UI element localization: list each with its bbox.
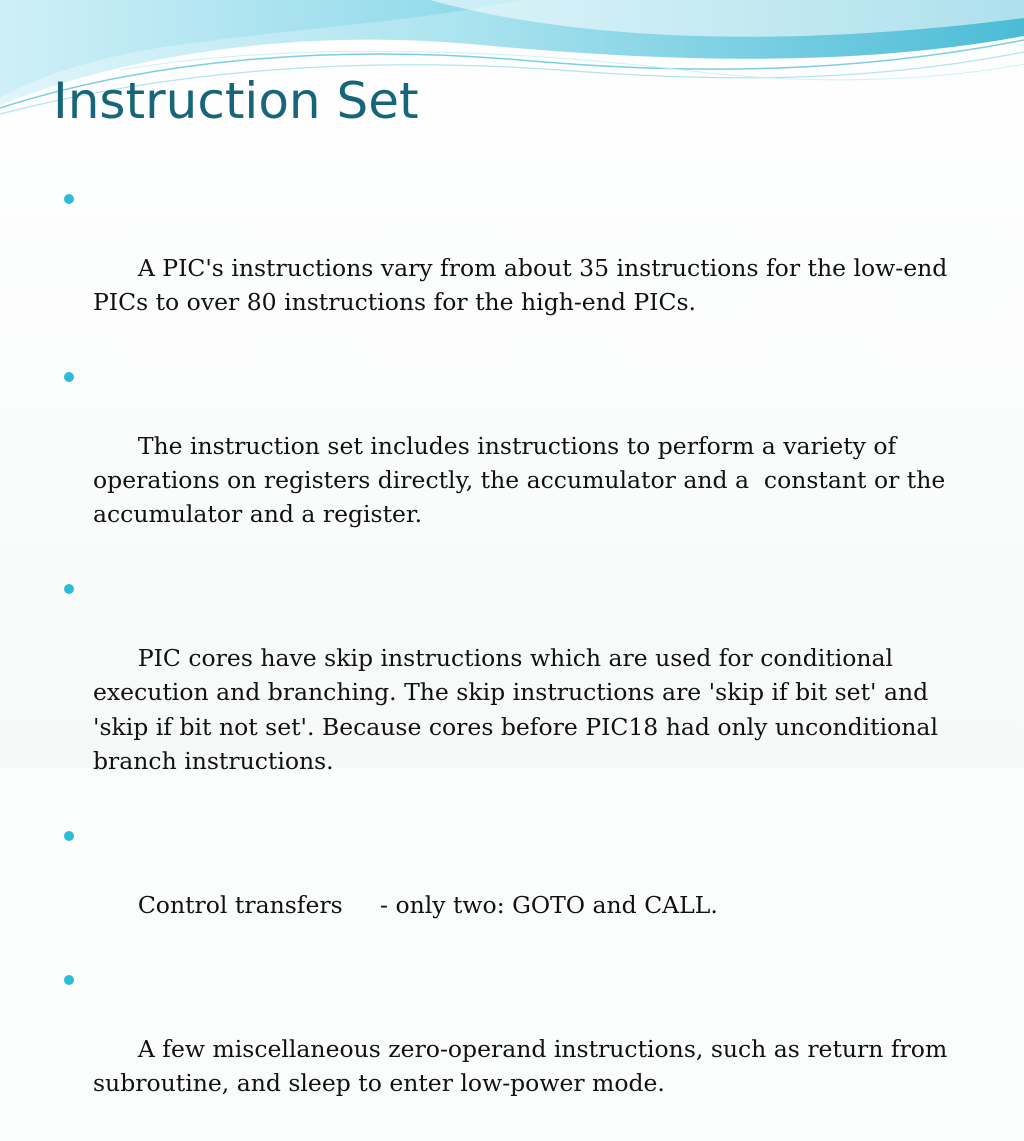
bullet-item [64,963,964,1134]
bullet-text: A PIC's instructions vary from about 35 instructions for the low-end PICs to over 80 instructions for the high-end PICs. [93,253,955,316]
bullet-item [64,182,964,353]
round-bullet-icon [64,831,74,841]
bullet-item [64,572,964,812]
bullet-text: Control transfers - only two: GOTO and CALL. [137,890,718,919]
bullet-item [64,819,964,956]
slide-title: Instruction Set [53,72,419,130]
bullet-text: The instruction set includes instructions to perform a variety of operations on registers directly, the accumulator and a constant or the accumulator and a register. [93,431,953,529]
round-bullet-icon [64,372,74,382]
round-bullet-icon [64,194,74,204]
bullet-text: A few miscellaneous zero-operand instructions, such as return from subroutine, and sleep to enter low-power mode. [93,1034,955,1097]
round-bullet-icon [64,975,74,985]
bullet-text: PIC cores have skip instructions which are used for conditional execution and branching. The skip instructions are 'skip if bit set' and 'skip if bit not set'. Because cores before PIC18 had only unconditional branch instructions. [93,644,946,775]
bullet-list [64,182,964,1141]
bullet-item [64,360,964,566]
round-bullet-icon [64,584,74,594]
